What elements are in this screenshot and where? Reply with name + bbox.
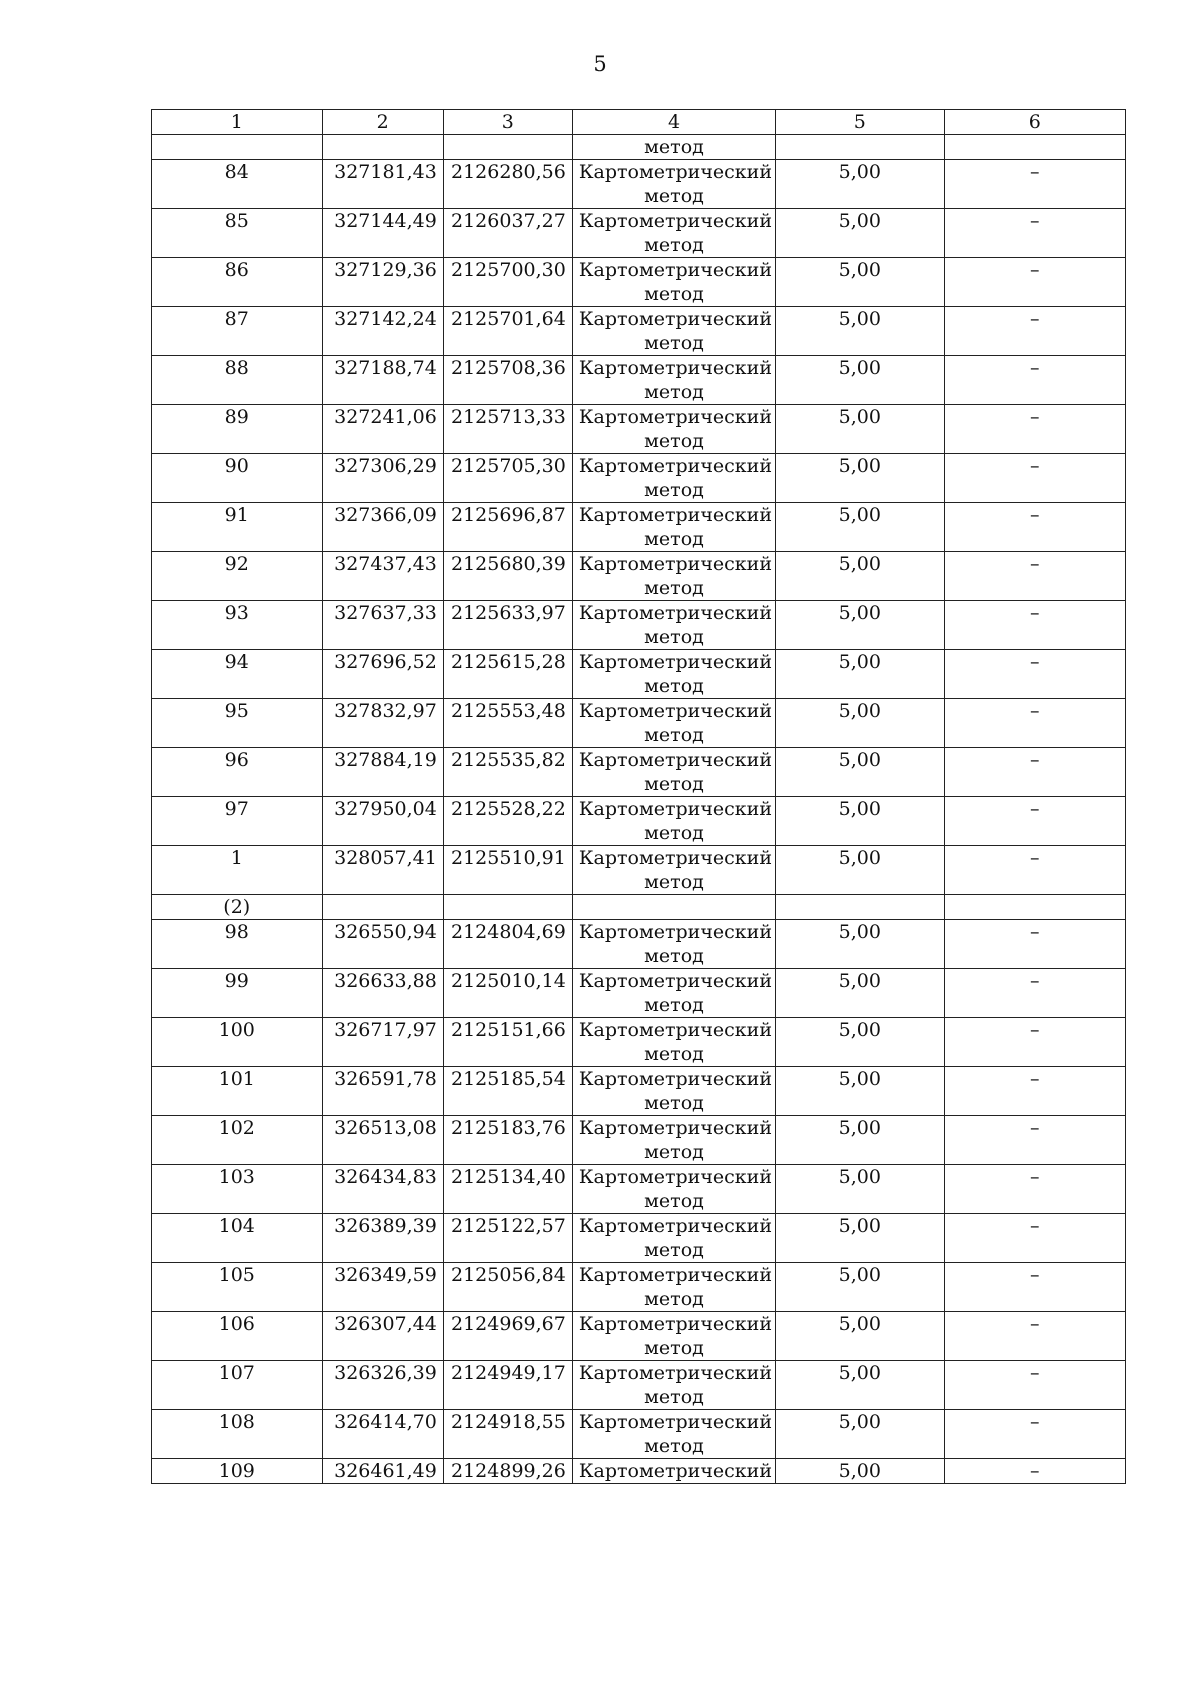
accuracy-cell: 5,00 bbox=[776, 699, 944, 748]
accuracy-cell: 5,00 bbox=[776, 601, 944, 650]
point-number-cell: 1 bbox=[152, 846, 323, 895]
table-row bbox=[152, 797, 1126, 846]
accuracy-cell: 5,00 bbox=[776, 503, 944, 552]
point-number-cell: 104 bbox=[152, 1214, 323, 1263]
x-coordinate-cell: 327188,74 bbox=[322, 356, 443, 405]
x-coordinate-cell: 326434,83 bbox=[322, 1165, 443, 1214]
note-cell: – bbox=[944, 503, 1126, 552]
y-coordinate-cell: 2125151,66 bbox=[443, 1018, 572, 1067]
point-number-cell: 90 bbox=[152, 454, 323, 503]
x-coordinate-cell: 327437,43 bbox=[322, 552, 443, 601]
method-cell: Картометрический метод bbox=[572, 969, 775, 1018]
y-coordinate-cell: 2125708,36 bbox=[443, 356, 572, 405]
x-coordinate-cell: 327144,49 bbox=[322, 209, 443, 258]
accuracy-cell: 5,00 bbox=[776, 797, 944, 846]
table-row bbox=[152, 920, 1126, 969]
accuracy-cell: 5,00 bbox=[776, 1116, 944, 1165]
y-coordinate-cell: 2125056,84 bbox=[443, 1263, 572, 1312]
method-cell: Картометрический метод bbox=[572, 1361, 775, 1410]
table-row bbox=[152, 258, 1126, 307]
header-cell: 6 bbox=[944, 110, 1126, 135]
method-cell: Картометрический метод bbox=[572, 405, 775, 454]
x-coordinate-cell: 326349,59 bbox=[322, 1263, 443, 1312]
method-cell: Картометрический метод bbox=[572, 454, 775, 503]
method-cell: Картометрический bbox=[572, 1459, 775, 1484]
method-cell: Картометрический метод bbox=[572, 552, 775, 601]
note-cell: – bbox=[944, 650, 1126, 699]
point-number-cell: 87 bbox=[152, 307, 323, 356]
point-number-cell: 99 bbox=[152, 969, 323, 1018]
empty-cell bbox=[322, 895, 443, 920]
point-number-cell: 96 bbox=[152, 748, 323, 797]
point-number-cell: 89 bbox=[152, 405, 323, 454]
table-row bbox=[152, 748, 1126, 797]
y-coordinate-cell: 2124949,17 bbox=[443, 1361, 572, 1410]
method-cell: Картометрический метод bbox=[572, 356, 775, 405]
y-coordinate-cell: 2124918,55 bbox=[443, 1410, 572, 1459]
point-number-cell: 101 bbox=[152, 1067, 323, 1116]
method-cell: Картометрический метод bbox=[572, 1263, 775, 1312]
point-number-cell: 105 bbox=[152, 1263, 323, 1312]
header-row bbox=[152, 110, 1126, 135]
header-cell: 1 bbox=[152, 110, 323, 135]
x-coordinate-cell: 327142,24 bbox=[322, 307, 443, 356]
note-cell: – bbox=[944, 748, 1126, 797]
table-row bbox=[152, 1116, 1126, 1165]
accuracy-cell: 5,00 bbox=[776, 552, 944, 601]
note-cell: – bbox=[944, 356, 1126, 405]
header-cell: 5 bbox=[776, 110, 944, 135]
x-coordinate-cell: 326307,44 bbox=[322, 1312, 443, 1361]
method-cell: метод bbox=[572, 135, 775, 160]
table-row bbox=[152, 1165, 1126, 1214]
accuracy-cell: 5,00 bbox=[776, 356, 944, 405]
point-number-cell: 92 bbox=[152, 552, 323, 601]
note-cell: – bbox=[944, 1410, 1126, 1459]
y-coordinate-cell: 2125696,87 bbox=[443, 503, 572, 552]
method-cell: Картометрический метод bbox=[572, 601, 775, 650]
empty-cell bbox=[944, 895, 1126, 920]
accuracy-cell: 5,00 bbox=[776, 405, 944, 454]
y-coordinate-cell: 2125134,40 bbox=[443, 1165, 572, 1214]
table-row bbox=[152, 160, 1126, 209]
table-row bbox=[152, 454, 1126, 503]
table-row bbox=[152, 1263, 1126, 1312]
method-cell: Картометрический метод bbox=[572, 1067, 775, 1116]
accuracy-cell: 5,00 bbox=[776, 1361, 944, 1410]
y-coordinate-cell: 2125633,97 bbox=[443, 601, 572, 650]
table-row bbox=[152, 699, 1126, 748]
x-coordinate-cell: 328057,41 bbox=[322, 846, 443, 895]
section-row bbox=[152, 895, 1126, 920]
section-label: (2) bbox=[152, 895, 323, 920]
table-row bbox=[152, 356, 1126, 405]
table-row bbox=[152, 405, 1126, 454]
method-cell: Картометрический метод bbox=[572, 1165, 775, 1214]
x-coordinate-cell: 327306,29 bbox=[322, 454, 443, 503]
note-cell: – bbox=[944, 797, 1126, 846]
table-row bbox=[152, 846, 1126, 895]
accuracy-cell: 5,00 bbox=[776, 454, 944, 503]
table-row bbox=[152, 1067, 1126, 1116]
accuracy-cell: 5,00 bbox=[776, 1214, 944, 1263]
header-cell: 4 bbox=[572, 110, 775, 135]
y-coordinate-cell: 2125713,33 bbox=[443, 405, 572, 454]
x-coordinate-cell: 327832,97 bbox=[322, 699, 443, 748]
method-cell: Картометрический метод bbox=[572, 1312, 775, 1361]
accuracy-cell: 5,00 bbox=[776, 969, 944, 1018]
note-cell: – bbox=[944, 258, 1126, 307]
coordinates-table bbox=[151, 109, 1126, 1484]
method-cell: Картометрический метод bbox=[572, 699, 775, 748]
accuracy-cell: 5,00 bbox=[776, 1459, 944, 1484]
accuracy-cell: 5,00 bbox=[776, 1410, 944, 1459]
empty-cell bbox=[443, 895, 572, 920]
y-coordinate-cell: 2125185,54 bbox=[443, 1067, 572, 1116]
method-cell: Картометрический метод bbox=[572, 1018, 775, 1067]
table-row bbox=[152, 307, 1126, 356]
page-number: 5 bbox=[593, 52, 607, 76]
header-cell: 2 bbox=[322, 110, 443, 135]
y-coordinate-cell: 2126280,56 bbox=[443, 160, 572, 209]
empty-cell bbox=[572, 895, 775, 920]
y-coordinate-cell: 2125705,30 bbox=[443, 454, 572, 503]
accuracy-cell: 5,00 bbox=[776, 160, 944, 209]
method-cell: Картометрический метод bbox=[572, 650, 775, 699]
y-coordinate-cell: 2126037,27 bbox=[443, 209, 572, 258]
point-number-cell: 94 bbox=[152, 650, 323, 699]
table-row bbox=[152, 552, 1126, 601]
point-number-cell: 109 bbox=[152, 1459, 323, 1484]
accuracy-cell: 5,00 bbox=[776, 209, 944, 258]
point-number-cell: 95 bbox=[152, 699, 323, 748]
x-coordinate-cell: 327181,43 bbox=[322, 160, 443, 209]
point-number-cell: 86 bbox=[152, 258, 323, 307]
x-coordinate-cell: 327129,36 bbox=[322, 258, 443, 307]
x-coordinate-cell: 327366,09 bbox=[322, 503, 443, 552]
continuation-row bbox=[152, 135, 1126, 160]
table-row bbox=[152, 1361, 1126, 1410]
table-row bbox=[152, 601, 1126, 650]
y-coordinate-cell: 2125183,76 bbox=[443, 1116, 572, 1165]
table-row bbox=[152, 1018, 1126, 1067]
note-cell: – bbox=[944, 1361, 1126, 1410]
point-number-cell: 88 bbox=[152, 356, 323, 405]
note-cell: – bbox=[944, 1165, 1126, 1214]
y-coordinate-cell: 2125535,82 bbox=[443, 748, 572, 797]
x-coordinate-cell: 327950,04 bbox=[322, 797, 443, 846]
accuracy-cell: 5,00 bbox=[776, 650, 944, 699]
method-cell: Картометрический метод bbox=[572, 307, 775, 356]
method-cell: Картометрический метод bbox=[572, 797, 775, 846]
header-cell: 3 bbox=[443, 110, 572, 135]
accuracy-cell: 5,00 bbox=[776, 748, 944, 797]
method-cell: Картометрический метод bbox=[572, 1214, 775, 1263]
y-coordinate-cell: 2124969,67 bbox=[443, 1312, 572, 1361]
method-cell: Картометрический метод bbox=[572, 503, 775, 552]
method-cell: Картометрический метод bbox=[572, 920, 775, 969]
table-row bbox=[152, 969, 1126, 1018]
method-cell: Картометрический метод bbox=[572, 748, 775, 797]
x-coordinate-cell: 326414,70 bbox=[322, 1410, 443, 1459]
x-coordinate-cell: 326633,88 bbox=[322, 969, 443, 1018]
table-row bbox=[152, 1312, 1126, 1361]
method-cell: Картометрический метод bbox=[572, 160, 775, 209]
accuracy-cell: 5,00 bbox=[776, 307, 944, 356]
point-number-cell: 103 bbox=[152, 1165, 323, 1214]
note-cell: – bbox=[944, 969, 1126, 1018]
y-coordinate-cell: 2124899,26 bbox=[443, 1459, 572, 1484]
table-row bbox=[152, 1410, 1126, 1459]
point-number-cell: 93 bbox=[152, 601, 323, 650]
accuracy-cell: 5,00 bbox=[776, 920, 944, 969]
point-number-cell: 84 bbox=[152, 160, 323, 209]
note-cell: – bbox=[944, 1214, 1126, 1263]
accuracy-cell: 5,00 bbox=[776, 1067, 944, 1116]
note-cell: – bbox=[944, 846, 1126, 895]
x-coordinate-cell: 326591,78 bbox=[322, 1067, 443, 1116]
accuracy-cell: 5,00 bbox=[776, 1018, 944, 1067]
note-cell: – bbox=[944, 307, 1126, 356]
note-cell: – bbox=[944, 209, 1126, 258]
note-cell: – bbox=[944, 699, 1126, 748]
y-coordinate-cell: 2125680,39 bbox=[443, 552, 572, 601]
note-cell: – bbox=[944, 552, 1126, 601]
note-cell: – bbox=[944, 405, 1126, 454]
table-row bbox=[152, 1459, 1126, 1484]
method-cell: Картометрический метод bbox=[572, 209, 775, 258]
point-number-cell: 108 bbox=[152, 1410, 323, 1459]
table-row bbox=[152, 209, 1126, 258]
method-cell: Картометрический метод bbox=[572, 258, 775, 307]
note-cell: – bbox=[944, 1067, 1126, 1116]
note-cell: – bbox=[944, 1263, 1126, 1312]
accuracy-cell: 5,00 bbox=[776, 1312, 944, 1361]
y-coordinate-cell: 2124804,69 bbox=[443, 920, 572, 969]
point-number-cell: 107 bbox=[152, 1361, 323, 1410]
y-coordinate-cell: 2125010,14 bbox=[443, 969, 572, 1018]
point-number-cell: 100 bbox=[152, 1018, 323, 1067]
point-number-cell: 98 bbox=[152, 920, 323, 969]
accuracy-cell: 5,00 bbox=[776, 1165, 944, 1214]
x-coordinate-cell: 327637,33 bbox=[322, 601, 443, 650]
table-row bbox=[152, 503, 1126, 552]
y-coordinate-cell: 2125528,22 bbox=[443, 797, 572, 846]
note-cell: – bbox=[944, 1459, 1126, 1484]
method-cell: Картометрический метод bbox=[572, 846, 775, 895]
y-coordinate-cell: 2125122,57 bbox=[443, 1214, 572, 1263]
x-coordinate-cell: 327241,06 bbox=[322, 405, 443, 454]
point-number-cell: 85 bbox=[152, 209, 323, 258]
empty-cell bbox=[776, 895, 944, 920]
method-cell: Картометрический метод bbox=[572, 1410, 775, 1459]
note-cell: – bbox=[944, 1312, 1126, 1361]
table-row bbox=[152, 650, 1126, 699]
note-cell: – bbox=[944, 1116, 1126, 1165]
y-coordinate-cell: 2125510,91 bbox=[443, 846, 572, 895]
accuracy-cell: 5,00 bbox=[776, 1263, 944, 1312]
point-number-cell: 97 bbox=[152, 797, 323, 846]
note-cell: – bbox=[944, 601, 1126, 650]
x-coordinate-cell: 326550,94 bbox=[322, 920, 443, 969]
point-number-cell: 106 bbox=[152, 1312, 323, 1361]
x-coordinate-cell: 327884,19 bbox=[322, 748, 443, 797]
x-coordinate-cell: 326513,08 bbox=[322, 1116, 443, 1165]
note-cell: – bbox=[944, 160, 1126, 209]
table-row bbox=[152, 1214, 1126, 1263]
x-coordinate-cell: 326326,39 bbox=[322, 1361, 443, 1410]
y-coordinate-cell: 2125615,28 bbox=[443, 650, 572, 699]
point-number-cell: 91 bbox=[152, 503, 323, 552]
x-coordinate-cell: 326717,97 bbox=[322, 1018, 443, 1067]
x-coordinate-cell: 326461,49 bbox=[322, 1459, 443, 1484]
method-cell: Картометрический метод bbox=[572, 1116, 775, 1165]
x-coordinate-cell: 326389,39 bbox=[322, 1214, 443, 1263]
accuracy-cell: 5,00 bbox=[776, 846, 944, 895]
note-cell: – bbox=[944, 1018, 1126, 1067]
y-coordinate-cell: 2125700,30 bbox=[443, 258, 572, 307]
note-cell: – bbox=[944, 920, 1126, 969]
point-number-cell: 102 bbox=[152, 1116, 323, 1165]
y-coordinate-cell: 2125553,48 bbox=[443, 699, 572, 748]
note-cell: – bbox=[944, 454, 1126, 503]
y-coordinate-cell: 2125701,64 bbox=[443, 307, 572, 356]
x-coordinate-cell: 327696,52 bbox=[322, 650, 443, 699]
accuracy-cell: 5,00 bbox=[776, 258, 944, 307]
